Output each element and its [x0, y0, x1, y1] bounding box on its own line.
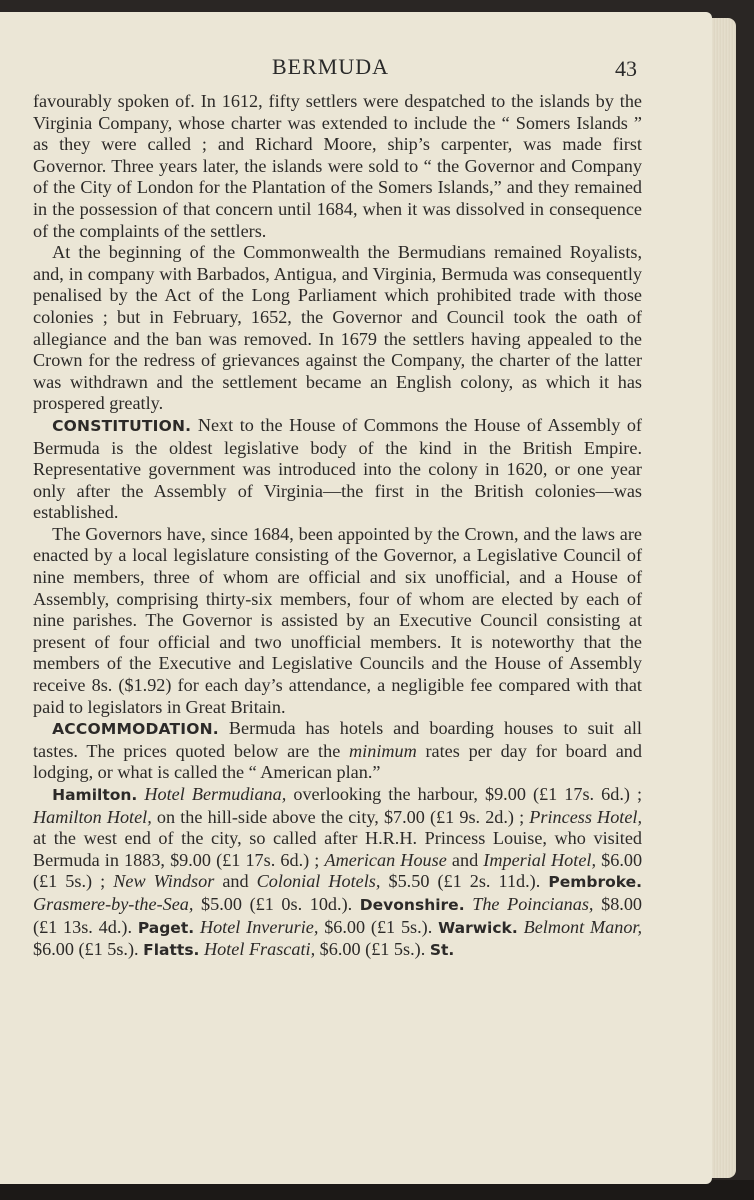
hotel-name: Hotel Bermudiana, — [144, 784, 287, 804]
accommodation-emphasis: minimum — [349, 740, 417, 761]
hotel-details: $6.00 (£1 5s.) ; — [33, 849, 643, 892]
running-head — [0, 52, 712, 82]
constitution-heading: CONSTITUTION. — [52, 416, 192, 435]
conjunction: and — [222, 871, 249, 892]
hotel-name: Hotel Frascati, — [203, 939, 316, 960]
paragraph-history: favourably spoken of. In 1612, fifty settlers were despatched to the islands by the Virginia Company, whose charter was extended to include the “ Somers Islands ” as they were called ; and Richard Moore, ship’s carpenter, was made first Governor. Three years later, the islands were sold to “ the Governor and Company of the City of London for the Plantation of the Somers Islands,” and they remained in the possession of that concern until 1684, when it was dissolved in consequence of the complaints of the settlers. — [33, 91, 642, 241]
paragraph-accommodation — [33, 718, 642, 784]
paragraph-hotels — [33, 784, 642, 962]
page-title: BERMUDA — [272, 54, 390, 79]
hotel-details: overlooking the harbour, $9.00 (£1 17s. 6d.) ; — [293, 784, 643, 804]
place-hamilton: Hamilton. — [52, 786, 138, 804]
hotel-details: $6.00 (£1 5s.). — [33, 939, 139, 960]
hotel-name: Hotel Inverurie, — [199, 916, 319, 937]
conjunction: and — [451, 849, 479, 870]
hotel-name: Princess Hotel, — [529, 806, 643, 827]
accommodation-text-before: Bermuda has hotels and boarding houses to suit all tastes. The prices quoted below are the — [33, 718, 642, 761]
place-flatts: Flatts. — [143, 941, 200, 960]
hotel-details: $5.50 (£1 2s. 11d.). — [388, 871, 541, 892]
hotel-details: $6.00 (£1 5s.). — [324, 916, 433, 937]
hotel-name: Colonial Hotels, — [256, 871, 381, 892]
accommodation-text-after: rates per day for board and lodging, or what is called the “ American plan.” — [33, 740, 642, 783]
hotel-details: $8.00 (£1 13s. 4d.). — [33, 893, 643, 937]
body-text — [33, 91, 642, 962]
hotel-details: on the hill-side above the city, $7.00 (£1 9s. 2d.) ; — [156, 806, 525, 827]
place-devonshire: Devonshire. — [359, 895, 465, 914]
hotel-name: American House — [324, 849, 447, 870]
hotel-name: Belmont Manor, — [523, 916, 643, 937]
place-paget: Paget. — [137, 918, 195, 937]
page-number: 43 — [615, 56, 637, 81]
hotel-name: Hamilton Hotel, — [33, 806, 152, 827]
hotel-name: Grasmere-by-the-Sea, — [33, 893, 194, 914]
paragraph-governors: The Governors have, since 1684, been appointed by the Crown, and the laws are enacted by a local legislature consisting of the Governor, a Legislative Council of nine members, three of whom are official and six unofficial, and a House of Assembly, comprising thirty-six members, four of whom are elected by each of nine parishes. The Governor is assisted by an Executive Council consisting at present of four official and two unofficial members. It is noteworthy that the members of the Executive and Legislative Councils and the House of Assembly receive 8s. ($1.92) for each day’s attendance, a negligible fee compared with that paid to legislators in Great Britain. — [33, 523, 642, 717]
hotel-details: $5.00 (£1 0s. 10d.). — [201, 893, 353, 914]
place-warwick: Warwick. — [438, 918, 518, 937]
place-pembroke: Pembroke. — [548, 873, 643, 892]
hotel-details: $6.00 (£1 5s.). — [319, 939, 426, 960]
hotel-name: Imperial Hotel, — [483, 849, 596, 870]
hotel-details: at the west end of the city, so called after H.R.H. Princess Louise, who visited Bermuda in 1883, $9.00 (£1 17s. 6d.) ; — [33, 828, 642, 870]
accommodation-heading: ACCOMMODATION. — [52, 720, 219, 739]
hotel-name: The Poincianas, — [472, 893, 594, 914]
paragraph-constitution — [33, 415, 642, 524]
hotel-name: New Windsor — [113, 871, 215, 892]
place-st: St. — [429, 941, 455, 960]
constitution-text: Next to the House of Commons the House of Assembly of Bermuda is the oldest legislative body of the kind in the British Empire. Representative government was introduced into the colony in 1620, or one year only after the Assembly of Virginia—the first in the British colonies—was established. — [33, 414, 642, 523]
paragraph-commonwealth: At the beginning of the Commonwealth the Bermudians remained Royalists, and, in company with Barbados, Antigua, and Virginia, Bermuda was consequently penalised by the Act of the Long Parliament which prohibited trade with those colonies ; but in February, 1652, the Governor and Council took the oath of allegiance and the ban was removed. In 1679 the settlers having appealed to the Crown for the redress of grievances against the Company, the charter of the latter was withdrawn and the settlement became an English colony, as which it has prospered greatly. — [33, 242, 642, 414]
